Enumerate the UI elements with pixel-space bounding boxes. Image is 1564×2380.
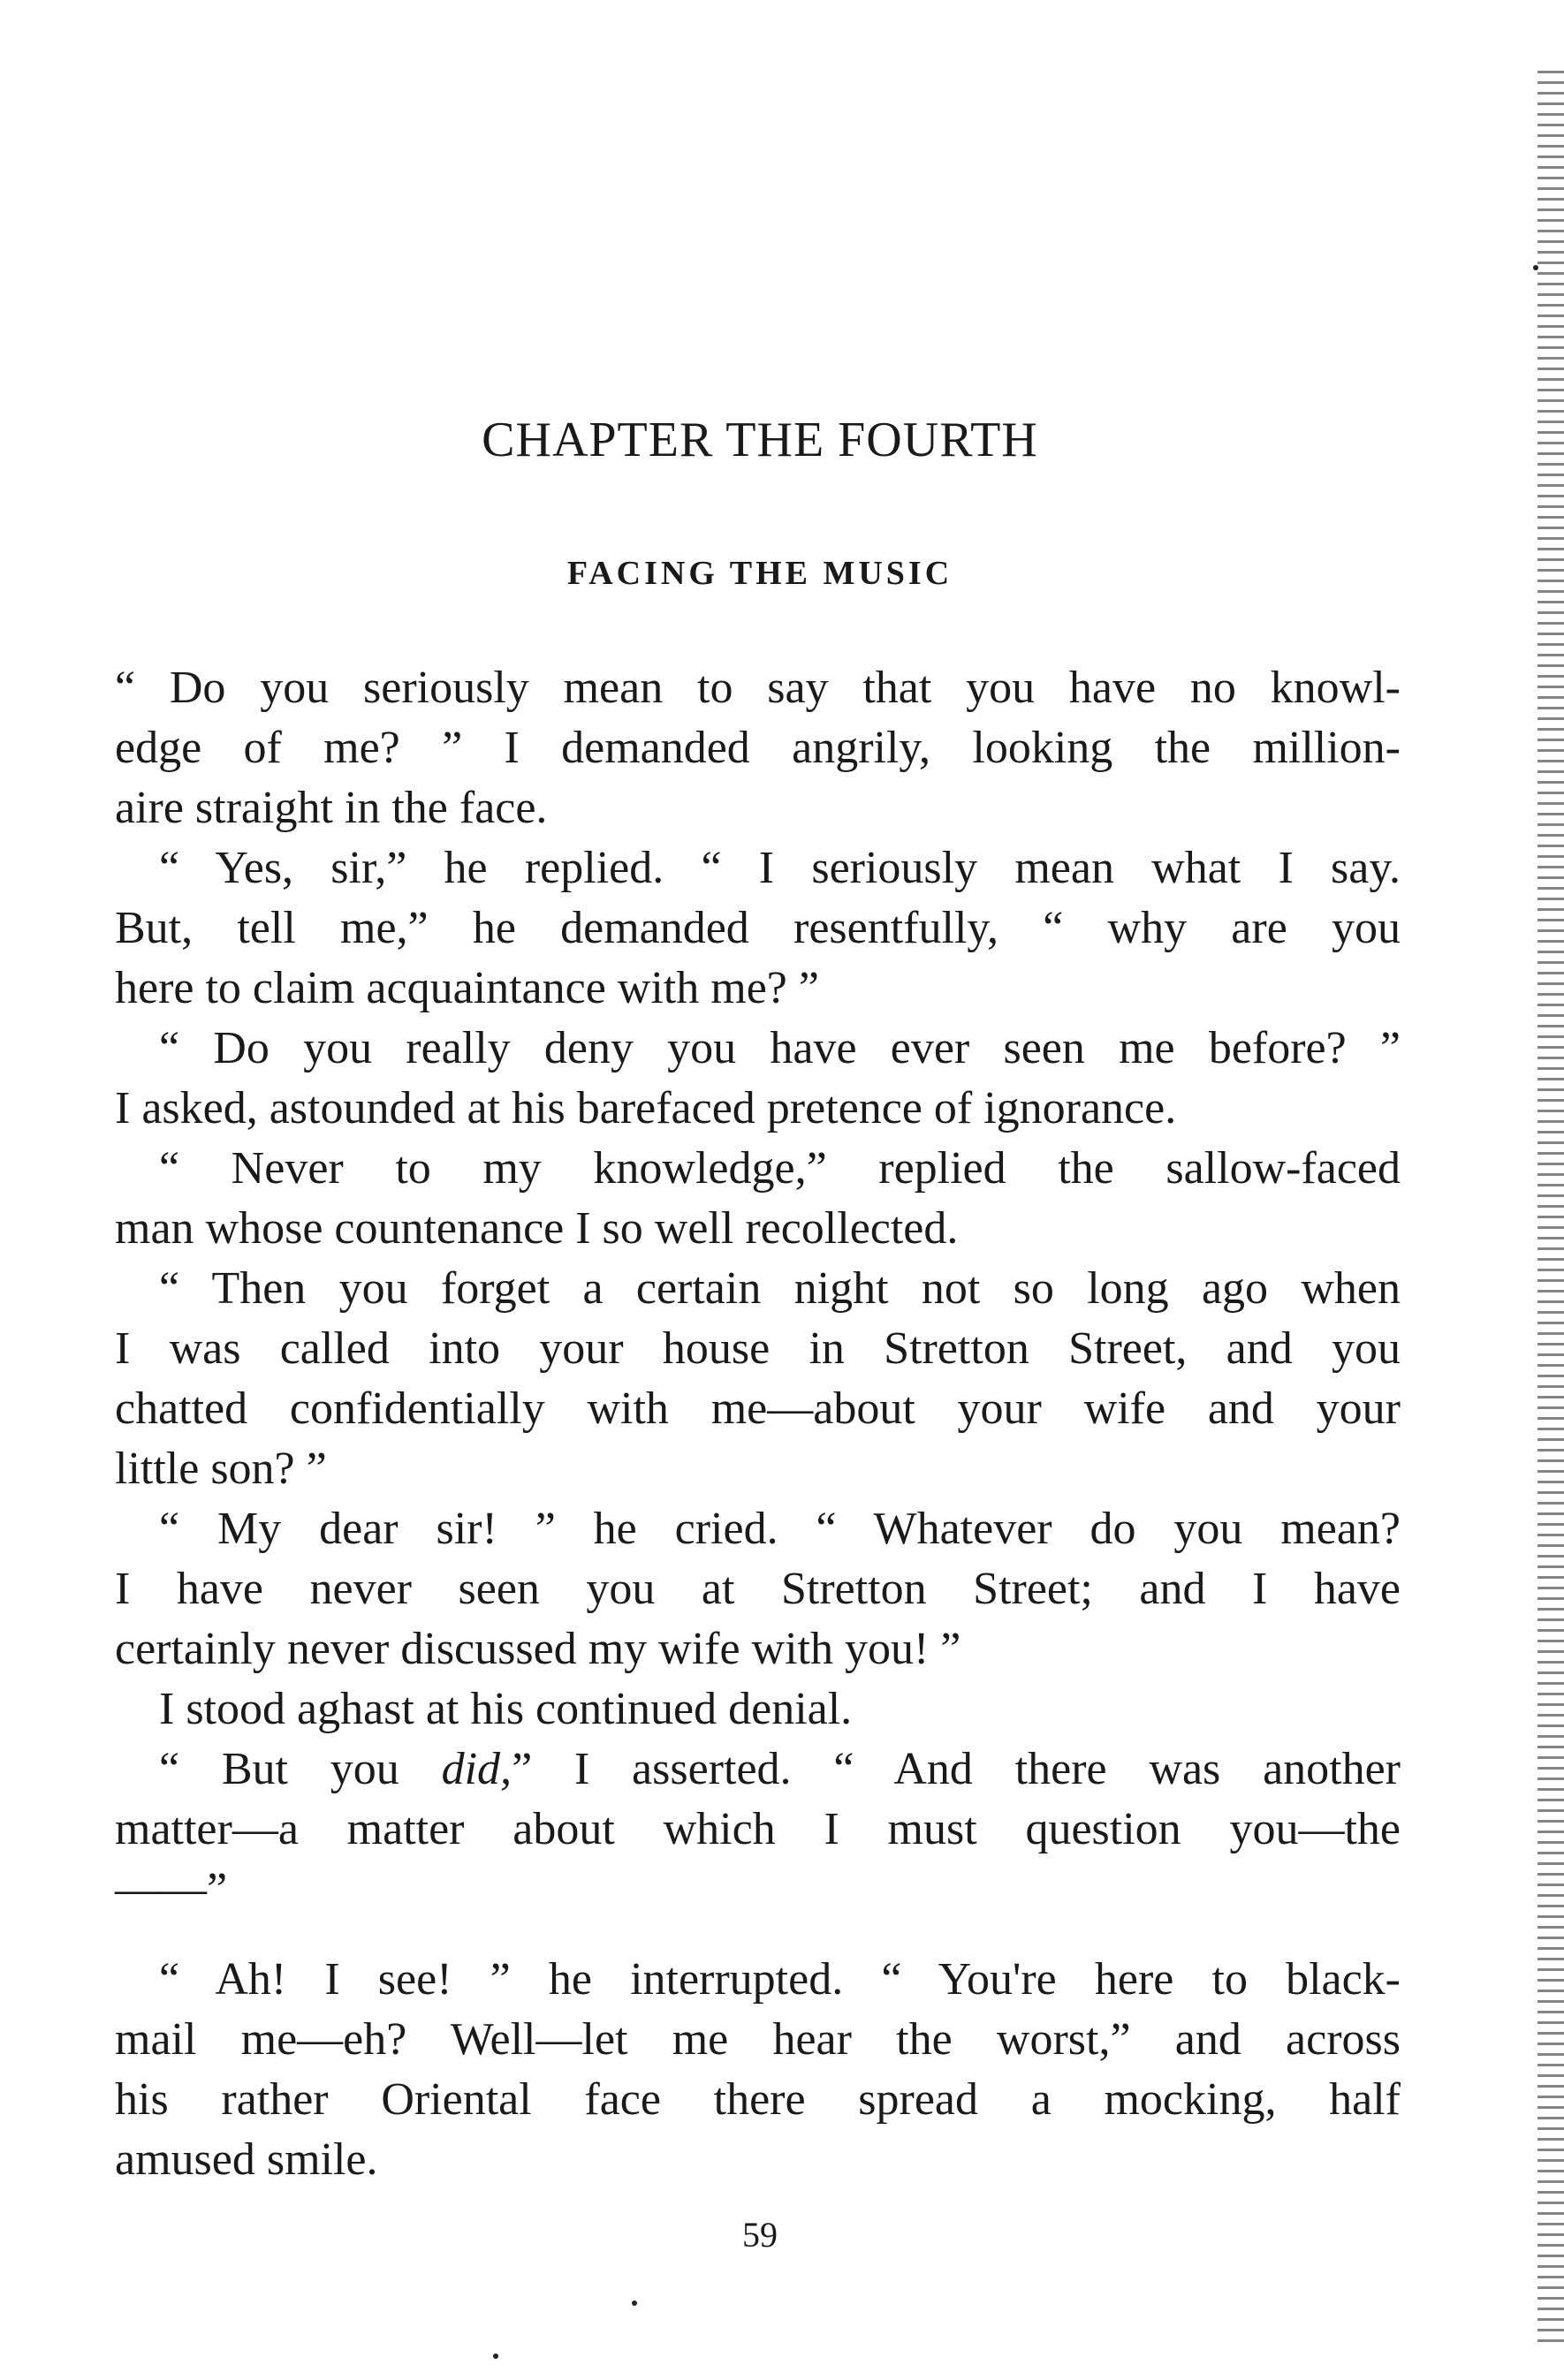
text-line: “ My dear sir! ” he cried. “ Whatever do you mean? (159, 1504, 1401, 1554)
scan-speck (1533, 265, 1538, 270)
text-line: amused smile. (115, 2134, 378, 2185)
text-fragment: ” I asserted. “ And there was another (512, 1744, 1401, 1794)
scan-speck (493, 2353, 498, 2359)
text-line: edge of me? ” I demanded angrily, looking the million- (115, 723, 1401, 773)
text-line: man whose countenance I so well recollected. (115, 1203, 959, 1254)
text-line: ——” (115, 1864, 228, 1914)
body-text (115, 658, 1401, 2190)
text-line: “ Do you seriously mean to say that you have no knowl- (115, 663, 1401, 713)
text-line: “ Then you forget a certain night not so long ago when (159, 1263, 1401, 1314)
text-line (115, 1740, 1401, 1800)
chapter-title: CHAPTER THE FOURTH (482, 413, 1038, 467)
text-line: his rather Oriental face there spread a mocking, half (115, 2074, 1401, 2125)
text-line: mail me—eh? Well—let me hear the worst,” and across (115, 2014, 1401, 2065)
text-line: “ Never to my knowledge,” replied the sallow-faced (159, 1143, 1401, 1194)
page-edge-scan-artifact (1537, 71, 1564, 2350)
text-fragment: “ But you (159, 1744, 442, 1794)
scan-speck (632, 2300, 637, 2306)
text-line: I stood aghast at his continued denial. (159, 1684, 853, 1734)
text-line: “ Ah! I see! ” he interrupted. “ You're here to black- (159, 1954, 1401, 2005)
section-title: FACING THE MUSIC (566, 555, 953, 592)
text-line: I was called into your house in Stretton Street, and you (115, 1323, 1401, 1374)
text-line: “ Yes, sir,” he replied. “ I seriously mean what I say. (159, 843, 1401, 893)
text-line: here to claim acquaintance with me? ” (115, 963, 819, 1013)
page-number: 59 (742, 2215, 778, 2255)
text-line: I asked, astounded at his barefaced pretence of ignorance. (115, 1083, 1177, 1133)
text-line: little son? ” (115, 1444, 327, 1494)
text-line: matter—a matter about which I must question you—the (115, 1804, 1401, 1854)
text-line: certainly never discussed my wife with you! ” (115, 1624, 961, 1674)
text-line: I have never seen you at Stretton Street; and I have (115, 1564, 1401, 1614)
text-line: aire straight in the face. (115, 783, 548, 833)
italic-word: did, (441, 1744, 512, 1794)
text-line: “ Do you really deny you have ever seen me before? ” (159, 1023, 1401, 1073)
text-line: But, tell me,” he demanded resentfully, “ why are you (115, 903, 1401, 953)
text-line: chatted confidentially with me—about your wife and your (115, 1383, 1401, 1434)
